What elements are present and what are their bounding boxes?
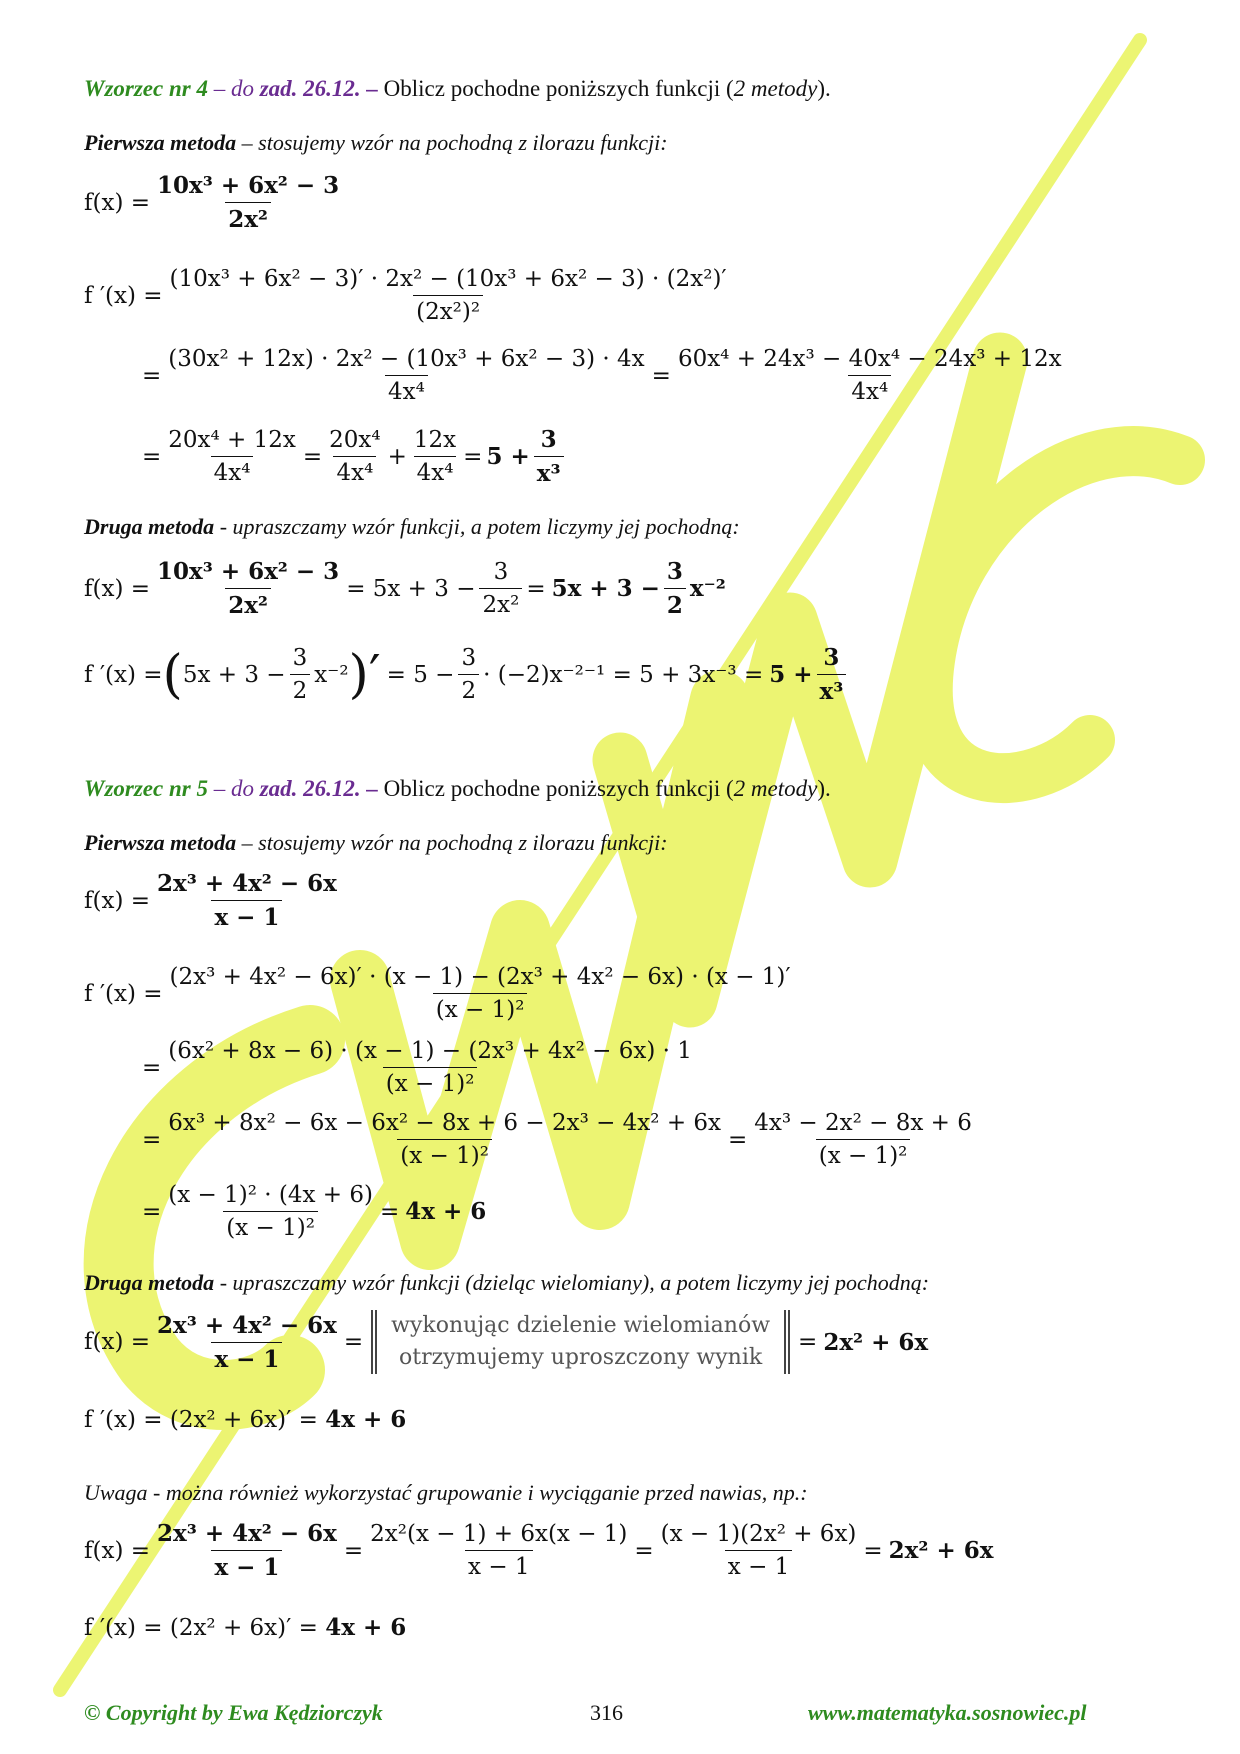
fraction	[165, 346, 647, 405]
numerator: (6x² + 8x − 6) · (x − 1) − (2x³ + 4x² − 6x) · 1	[168, 1038, 692, 1064]
header-do: do	[230, 76, 254, 101]
equals: =	[142, 443, 162, 470]
numerator: (30x² + 12x) · 2x² − (10x³ + 6x² − 3) · 4x	[168, 346, 645, 372]
lhs: f ′(x) = (2x² + 6x)′ =	[84, 1407, 318, 1433]
s5-m1-derivative	[84, 964, 798, 1023]
header-zad: zad. 26.12.	[259, 76, 361, 101]
denominator: 2x²	[479, 588, 522, 618]
numerator: 10x³ + 6x² − 3	[157, 172, 340, 199]
numerator: 3	[461, 645, 477, 671]
result: 5 +	[486, 443, 530, 470]
numerator: 20x⁴ + 12x	[168, 427, 296, 453]
header-do: do	[230, 776, 254, 801]
numerator: 60x⁴ + 24x³ − 40x⁴ − 24x³ + 12x	[677, 346, 1062, 372]
result: 4x + 6	[325, 1406, 407, 1433]
equals: =	[379, 1198, 400, 1225]
fraction	[290, 645, 311, 704]
equals: =	[463, 443, 483, 470]
note-line: wykonując dzielenie wielomianów	[391, 1313, 771, 1338]
method-text: - upraszczamy wzór funkcji, a potem liczymy jej pochodną:	[219, 514, 740, 539]
numerator: 3	[493, 559, 509, 585]
numerator: 3	[540, 426, 557, 453]
equals: =	[634, 1537, 654, 1564]
equals: =	[798, 1329, 818, 1355]
s4-m2-derivative	[84, 644, 850, 705]
fraction	[154, 1520, 340, 1581]
fraction	[664, 558, 686, 619]
expression: · (−2)x⁻²⁻¹ = 5 + 3x⁻³ =	[483, 661, 764, 688]
header-dash: –	[213, 76, 226, 101]
footer-website-link[interactable]: www.matematyka.sosnowiec.pl	[808, 1700, 1087, 1725]
lhs: f ′(x) =	[84, 282, 163, 309]
denominator: 2	[664, 588, 686, 619]
equals: =	[142, 1054, 162, 1081]
denominator: 2x²	[225, 588, 271, 619]
denominator: 2	[290, 674, 311, 704]
denominator: 2	[458, 674, 479, 704]
equals: =	[526, 575, 546, 602]
denominator: 2x²	[225, 202, 271, 233]
denominator: 4x⁴	[414, 456, 457, 486]
denominator: x³	[534, 456, 564, 487]
s5-m1-step1	[142, 1038, 699, 1097]
method-title: Pierwsza metoda	[84, 130, 237, 155]
s5-note	[84, 1480, 808, 1506]
fraction	[165, 1038, 695, 1097]
fraction	[411, 427, 459, 486]
numerator: 3	[292, 645, 308, 671]
numerator: 10x³ + 6x² − 3	[157, 558, 340, 585]
numerator: (10x³ + 6x² − 3)′ · 2x² − (10x³ + 6x² − 3) · (2x²)′	[169, 266, 727, 292]
denominator: x − 1	[211, 1342, 282, 1373]
lhs: f(x) =	[84, 1329, 151, 1355]
numerator: 3	[823, 644, 840, 671]
s4-m1-function	[84, 172, 346, 233]
method-text: – stosujemy wzór na pochodną z ilorazu funkcji:	[241, 830, 668, 855]
denominator: (x − 1)²	[383, 1067, 478, 1097]
open-paren: (	[162, 644, 183, 705]
equals: =	[728, 1126, 748, 1153]
denominator: (2x²)²	[413, 295, 483, 325]
fraction	[479, 559, 522, 618]
header-end: ).	[817, 776, 831, 801]
result-power: x⁻²	[689, 575, 726, 602]
numerator: (x − 1)² · (4x + 6)	[168, 1182, 373, 1208]
header-dash: –	[213, 776, 226, 801]
s5-method2-heading	[84, 1270, 929, 1296]
header-metody: 2 metody	[733, 776, 818, 801]
s5-m1-step3	[142, 1182, 486, 1241]
s4-m1-step1	[142, 346, 1069, 405]
s4-m1-step2	[142, 426, 568, 487]
s4-m1-derivative	[84, 266, 734, 325]
fraction	[326, 427, 383, 486]
fraction	[167, 964, 794, 1023]
equals: =	[142, 1198, 162, 1225]
lhs: f(x) =	[84, 887, 151, 914]
result: 2x² + 6x	[823, 1328, 929, 1356]
header-dash2: –	[366, 776, 378, 801]
header-zad: zad. 26.12.	[259, 776, 361, 801]
fraction	[154, 172, 342, 233]
expression: = 5 −	[386, 661, 455, 688]
denominator: x − 1	[465, 1550, 533, 1580]
denominator: (x − 1)²	[397, 1139, 492, 1169]
s5-note-derivative	[84, 1614, 406, 1641]
method-title: Druga metoda	[84, 1270, 215, 1295]
header-end: ).	[817, 76, 831, 101]
fraction	[154, 558, 342, 619]
result: 5 +	[769, 661, 813, 688]
denominator: x − 1	[725, 1550, 793, 1580]
denominator: (x − 1)²	[223, 1211, 318, 1241]
lhs: f(x) =	[84, 575, 151, 602]
result: 5x + 3 −	[551, 575, 660, 602]
s5-m2-function	[84, 1310, 928, 1374]
s4-m2-function	[84, 558, 726, 619]
lhs: f(x) =	[84, 1537, 151, 1564]
header-metody: 2 metody	[733, 76, 818, 101]
equals: =	[651, 362, 671, 389]
lhs: f ′(x) = (2x² + 6x)′ =	[84, 1615, 318, 1641]
method-text: – stosujemy wzór na pochodną z ilorazu funkcji:	[241, 130, 668, 155]
denominator: (x − 1)²	[433, 993, 528, 1023]
numerator: (x − 1)(2x² + 6x)	[660, 1521, 857, 1547]
note-text: Uwaga - można również wykorzystać grupowanie i wyciąganie przed nawias, np.:	[84, 1480, 808, 1505]
equals: =	[302, 443, 323, 470]
s5-m1-step2	[142, 1110, 979, 1169]
s5-note-function	[84, 1520, 993, 1581]
equals: =	[142, 362, 162, 389]
header-title: Wzorzec nr 4	[84, 76, 208, 101]
numerator: (2x³ + 4x² − 6x)′ · (x − 1) − (2x³ + 4x² − 6x) · (x − 1)′	[169, 964, 791, 990]
fraction	[367, 1521, 630, 1580]
fraction	[167, 266, 730, 325]
expression: 5x + 3 −	[182, 661, 286, 688]
footer-copyright: © Copyright by Ewa Kędziorczyk	[84, 1700, 383, 1725]
expression: x⁻²	[314, 661, 349, 688]
denominator: 4x⁴	[385, 375, 428, 405]
equals: =	[863, 1537, 883, 1564]
denominator: 4x⁴	[333, 456, 376, 486]
s5-m2-derivative	[84, 1406, 406, 1433]
section4-header	[84, 76, 831, 102]
header-text: Oblicz pochodne poniższych funkcji (	[383, 776, 734, 801]
numerator: 12x	[413, 427, 457, 453]
fraction	[165, 1182, 376, 1241]
fraction	[658, 1521, 860, 1580]
result: 2x² + 6x	[888, 1537, 994, 1564]
header-text: Oblicz pochodne poniższych funkcji (	[383, 76, 734, 101]
section5-header	[84, 776, 831, 802]
numerator: 4x³ − 2x² − 8x + 6	[754, 1110, 972, 1136]
result: 4x + 6	[405, 1198, 487, 1225]
equals: =	[343, 1329, 364, 1355]
close-paren: )′	[348, 644, 381, 705]
footer-page-number: 316	[590, 1700, 623, 1725]
note-box	[371, 1310, 790, 1374]
numerator: 20x⁴	[329, 427, 381, 453]
denominator: (x − 1)²	[816, 1139, 911, 1169]
fraction	[817, 644, 847, 705]
s4-method1-heading	[84, 130, 668, 156]
method-title: Pierwsza metoda	[84, 830, 237, 855]
result: 4x + 6	[325, 1614, 407, 1641]
denominator: x − 1	[211, 1550, 282, 1581]
equals: =	[142, 1126, 162, 1153]
lhs: f(x) =	[84, 189, 151, 216]
fraction	[675, 346, 1065, 405]
fraction	[165, 427, 299, 486]
header-dash2: –	[366, 76, 378, 101]
denominator: 4x⁴	[211, 456, 254, 486]
numerator: 2x³ + 4x² − 6x	[157, 870, 337, 897]
fraction	[751, 1110, 975, 1169]
denominator: x³	[817, 674, 847, 705]
lhs: f ′(x) =	[84, 980, 163, 1007]
fraction	[458, 645, 479, 704]
method-title: Druga metoda	[84, 514, 215, 539]
note-line: otrzymujemy uproszczony wynik	[398, 1345, 763, 1370]
numerator: 2x²(x − 1) + 6x(x − 1)	[370, 1521, 628, 1547]
denominator: 4x⁴	[848, 375, 891, 405]
s5-m1-function	[84, 870, 344, 931]
fraction	[165, 1110, 724, 1169]
equals: =	[343, 1537, 364, 1564]
fraction	[534, 426, 564, 487]
expression: = 5x + 3 −	[346, 575, 476, 602]
lhs: f ′(x) =	[84, 661, 163, 688]
numerator: 2x³ + 4x² − 6x	[157, 1520, 337, 1547]
method-text: - upraszczamy wzór funkcji (dzieląc wielomiany), a potem liczymy jej pochodną:	[219, 1270, 930, 1295]
denominator: x − 1	[211, 900, 282, 931]
numerator: 2x³ + 4x² − 6x	[157, 1311, 337, 1339]
plus: +	[387, 443, 407, 470]
fraction	[154, 870, 340, 931]
header-title: Wzorzec nr 5	[84, 776, 208, 801]
numerator: 6x³ + 8x² − 6x − 6x² − 8x + 6 − 2x³ − 4x² + 6x	[168, 1110, 721, 1136]
s5-method1-heading	[84, 830, 668, 856]
numerator: 3	[666, 558, 683, 585]
s4-method2-heading	[84, 514, 740, 540]
fraction	[154, 1312, 340, 1373]
